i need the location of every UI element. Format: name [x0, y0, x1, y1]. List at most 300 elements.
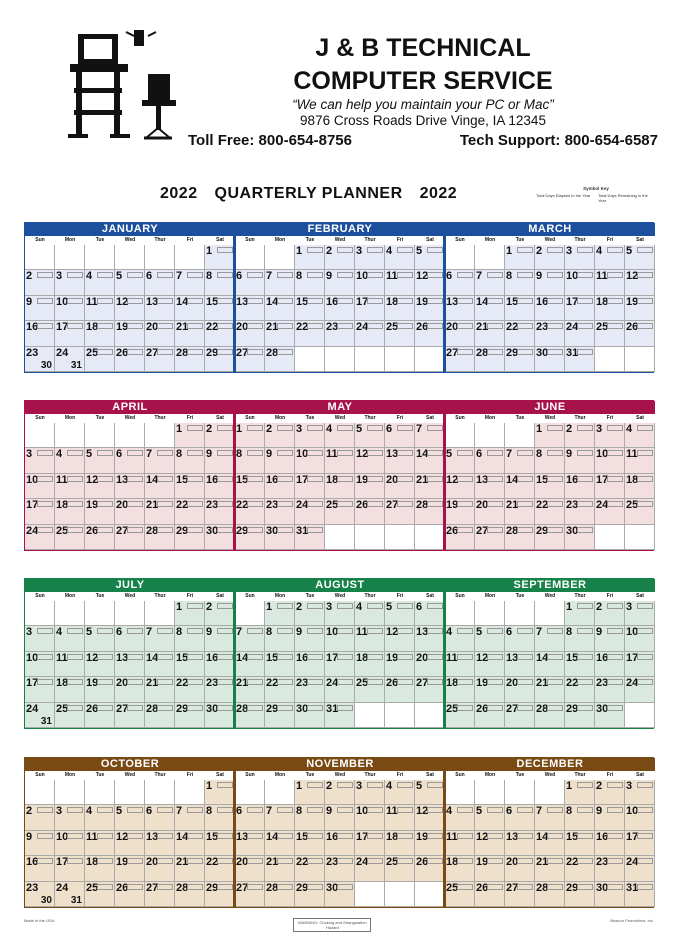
day-number: 7: [476, 270, 483, 283]
day-count-boxes: [607, 323, 623, 329]
day-count-boxes: [247, 884, 263, 890]
day-cell: [445, 856, 475, 881]
day-cell: [415, 474, 445, 499]
day-count-boxes: [37, 450, 53, 456]
day-cell: [295, 882, 325, 907]
day-number: 22: [206, 321, 219, 334]
day-count-boxes: [247, 833, 263, 839]
day-count-boxes: [217, 298, 233, 304]
day-count-boxes: [247, 858, 263, 864]
day-cell: [355, 856, 385, 881]
day-cell: [565, 296, 595, 321]
day-number: 9: [596, 805, 603, 818]
day-number: 24: [626, 677, 639, 690]
day-number: 30: [296, 702, 309, 715]
day-number: 9: [26, 295, 33, 308]
day-count-boxes: [97, 298, 113, 304]
empty-cell: [25, 423, 55, 448]
day-number: 12: [476, 830, 489, 843]
day-number: 11: [626, 448, 638, 461]
day-cell: [595, 831, 625, 856]
day-number: 19: [416, 295, 429, 308]
day-count-boxes: [397, 247, 413, 253]
day-number: 2: [296, 601, 303, 613]
day-number: 19: [116, 856, 129, 869]
day-number: 29: [566, 881, 579, 894]
day-number: 30: [596, 702, 609, 715]
day-cell: [205, 652, 235, 677]
day-count-boxes: [37, 679, 53, 685]
day-cell: [55, 677, 85, 702]
day-count-boxes: [277, 272, 293, 278]
day-number: 12: [626, 270, 639, 283]
day-count-boxes: [577, 884, 593, 890]
day-cell: [535, 321, 565, 346]
day-cell: [565, 347, 595, 372]
day-cell: [475, 626, 505, 651]
day-count-boxes: [517, 705, 533, 711]
empty-cell: [85, 245, 115, 270]
day-cell: [565, 499, 595, 524]
day-cell: [265, 321, 295, 346]
day-count-boxes: [427, 247, 443, 253]
day-number: 8: [536, 448, 543, 461]
day-grid: [235, 780, 445, 907]
day-number: 21: [476, 321, 489, 334]
day-cell: [85, 499, 115, 524]
day-number: 29: [266, 702, 279, 715]
day-number: 18: [446, 856, 459, 869]
day-number: 24: [356, 856, 369, 869]
day-cell: [385, 601, 415, 626]
day-number: 6: [116, 448, 123, 461]
day-cell: [595, 856, 625, 881]
month-divider: [443, 223, 446, 372]
weekday-label: Wed: [124, 237, 136, 243]
day-number: 7: [266, 805, 273, 818]
weekday-label: Mon: [274, 237, 286, 243]
day-count-boxes: [457, 679, 473, 685]
day-count-boxes: [37, 807, 53, 813]
day-number: 13: [116, 473, 129, 486]
day-number: 30: [596, 881, 609, 894]
day-cell: [385, 780, 415, 805]
day-number: 10: [56, 295, 69, 308]
day-count-boxes: [337, 247, 353, 253]
day-number: 6: [146, 270, 153, 283]
day-cell: [415, 245, 445, 270]
day-cell: [535, 423, 565, 448]
day-cell: [595, 448, 625, 473]
day-count-boxes: [487, 298, 503, 304]
day-cell: [385, 296, 415, 321]
day-count-boxes: [577, 349, 593, 355]
day-cell: [535, 856, 565, 881]
day-count-boxes: [127, 833, 143, 839]
day-count-boxes: [607, 654, 623, 660]
day-cell: [175, 856, 205, 881]
day-number: 7: [146, 626, 153, 639]
day-count-boxes: [217, 501, 233, 507]
day-cell: [385, 321, 415, 346]
day-number: 21: [416, 473, 429, 486]
day-cell: [535, 499, 565, 524]
day-count-boxes: [127, 858, 143, 864]
day-count-boxes: [607, 247, 623, 253]
day-cell: [415, 677, 445, 702]
day-count-boxes: [97, 628, 113, 634]
day-cell: [115, 474, 145, 499]
weekday-label: Tue: [95, 772, 105, 778]
weekday-label: Thur: [364, 593, 376, 599]
day-cell: [475, 882, 505, 907]
day-number: 2: [596, 601, 603, 613]
day-number: 27: [146, 346, 159, 359]
day-cell: [445, 805, 475, 830]
day-cell: [385, 270, 415, 295]
day-cell: [325, 626, 355, 651]
day-count-boxes: [157, 349, 173, 355]
day-number: 23: [596, 856, 609, 869]
day-number: 28: [146, 702, 159, 715]
day-count-boxes: [397, 654, 413, 660]
day-count-boxes: [217, 782, 233, 788]
weekday-label: Sat: [426, 593, 434, 599]
weekday-label: Fri: [396, 593, 404, 599]
day-cell: [85, 474, 115, 499]
day-count-boxes: [427, 603, 443, 609]
day-number: 21: [146, 499, 159, 512]
day-count-boxes: [577, 603, 593, 609]
weekday-label: Mon: [274, 593, 286, 599]
day-count-boxes: [637, 323, 653, 329]
day-number: 28: [176, 881, 189, 894]
day-count-boxes: [37, 501, 53, 507]
day-number: 10: [596, 448, 609, 461]
day-count-boxes: [487, 450, 503, 456]
day-count-boxes: [277, 501, 293, 507]
day-number: 4: [356, 601, 363, 613]
day-count-boxes: [517, 527, 533, 533]
month-august: [235, 579, 445, 728]
day-count-boxes: [607, 425, 623, 431]
empty-cell: [355, 525, 385, 550]
day-count-boxes: [187, 425, 203, 431]
weekday-label: Mon: [484, 237, 496, 243]
empty-cell: [115, 423, 145, 448]
day-count-boxes: [277, 628, 293, 634]
day-count-boxes: [457, 501, 473, 507]
day-count-boxes: [307, 527, 323, 533]
day-cell: [535, 703, 565, 728]
day-cell: [145, 703, 175, 728]
day-cell: [445, 270, 475, 295]
day-count-boxes: [277, 679, 293, 685]
day-cell: [85, 882, 115, 907]
day-cell: [445, 677, 475, 702]
day-cell: [235, 626, 265, 651]
day-number: 4: [446, 626, 453, 639]
day-number: 1: [206, 780, 213, 792]
day-cell: [265, 703, 295, 728]
day-cell: [325, 423, 355, 448]
day-number: 20: [236, 321, 249, 334]
day-number: 11: [446, 830, 458, 843]
day-number: 11: [386, 805, 398, 818]
day-count-boxes: [577, 247, 593, 253]
day-number: 17: [566, 295, 579, 308]
day-count-boxes: [457, 654, 473, 660]
day-cell: [505, 499, 535, 524]
day-number: 1: [506, 245, 513, 257]
day-number: 26: [116, 881, 129, 894]
day-number: 4: [326, 423, 333, 435]
day-count-boxes: [397, 782, 413, 788]
day-cell: [475, 677, 505, 702]
day-count-boxes: [127, 654, 143, 660]
day-number: 5: [86, 448, 93, 461]
day-number: 12: [386, 626, 399, 639]
day-number: 25: [386, 856, 399, 869]
day-number: 28: [176, 346, 189, 359]
month-title: APRIL: [25, 401, 235, 414]
day-number: 10: [56, 830, 69, 843]
day-cell: [265, 347, 295, 372]
day-count-boxes: [337, 450, 353, 456]
day-cell: [445, 703, 475, 728]
day-count-boxes: [487, 501, 503, 507]
day-number: 16: [566, 473, 579, 486]
day-cell: [325, 245, 355, 270]
day-number: 13: [506, 651, 519, 664]
day-count-boxes: [427, 450, 443, 456]
weekday-label: Fri: [606, 772, 614, 778]
day-number: 31: [326, 702, 339, 715]
day-number: 8: [206, 805, 213, 818]
day-number: 8: [176, 448, 183, 461]
day-number: 18: [326, 473, 339, 486]
day-number: 6: [146, 805, 153, 818]
day-cell: [355, 805, 385, 830]
weekday-label: Mon: [64, 593, 76, 599]
day-cell: [325, 831, 355, 856]
day-count-boxes: [337, 603, 353, 609]
day-count-boxes: [337, 807, 353, 813]
day-count-boxes: [367, 323, 383, 329]
day-count-boxes: [427, 807, 443, 813]
empty-cell: [415, 525, 445, 550]
day-cell: [25, 677, 55, 702]
day-count-boxes: [517, 272, 533, 278]
day-cell: [265, 626, 295, 651]
day-count-boxes: [397, 833, 413, 839]
day-count-boxes: [277, 603, 293, 609]
tech-support-number: Tech Support: 800-654-6587: [459, 132, 658, 149]
day-number: 30: [536, 346, 549, 359]
day-number: 14: [176, 295, 189, 308]
day-count-boxes: [157, 679, 173, 685]
day-cell: [145, 296, 175, 321]
day-number: 29: [176, 702, 189, 715]
month-december: [445, 758, 655, 907]
day-count-boxes: [37, 628, 53, 634]
day-number: 20: [146, 856, 159, 869]
day-cell: [535, 525, 565, 550]
weekday-label: Thur: [364, 772, 376, 778]
empty-cell: [25, 601, 55, 626]
day-count-boxes: [37, 833, 53, 839]
day-cell: [535, 626, 565, 651]
day-cell: [265, 270, 295, 295]
day-cell: [505, 448, 535, 473]
day-cell: [445, 474, 475, 499]
day-cell: [625, 601, 655, 626]
day-count-boxes: [247, 425, 263, 431]
day-count-boxes: [397, 323, 413, 329]
month-title: MARCH: [445, 223, 655, 236]
day-count-boxes: [547, 247, 563, 253]
day-count-boxes: [217, 679, 233, 685]
day-number: 21: [176, 321, 189, 334]
day-number: 24: [326, 677, 339, 690]
day-cell: [295, 780, 325, 805]
day-cell: [265, 525, 295, 550]
day-cell: [355, 831, 385, 856]
day-count-boxes: [367, 247, 383, 253]
day-cell: [175, 499, 205, 524]
day-cell: [355, 474, 385, 499]
day-cell: [505, 831, 535, 856]
day-number: 27: [236, 881, 249, 894]
day-cell: [85, 831, 115, 856]
day-cell: [175, 626, 205, 651]
day-cell: [115, 831, 145, 856]
day-cell: [295, 626, 325, 651]
day-cell: [535, 474, 565, 499]
day-number: 22: [266, 677, 279, 690]
day-cell: [595, 626, 625, 651]
day-cell: [175, 601, 205, 626]
day-number: 17: [26, 499, 39, 512]
day-number: 25: [626, 499, 639, 512]
day-number: 6: [506, 805, 513, 818]
day-number: 6: [386, 423, 393, 435]
day-count-boxes: [367, 272, 383, 278]
day-count-boxes: [427, 272, 443, 278]
day-count-boxes: [157, 654, 173, 660]
weekday-label: Mon: [64, 415, 76, 421]
day-count-boxes: [337, 858, 353, 864]
day-cell: [175, 805, 205, 830]
day-count-boxes: [427, 628, 443, 634]
day-cell: [295, 805, 325, 830]
day-number: 21: [266, 321, 279, 334]
empty-cell: [55, 423, 85, 448]
day-number: 6: [506, 626, 513, 639]
quarter-1: [24, 222, 654, 373]
day-number: 23: [536, 321, 549, 334]
day-cell: [25, 652, 55, 677]
day-number: 9: [326, 270, 333, 283]
day-count-boxes: [187, 705, 203, 711]
day-count-boxes: [427, 425, 443, 431]
day-count-boxes: [577, 628, 593, 634]
day-count-boxes: [577, 272, 593, 278]
day-cell: [145, 347, 175, 372]
empty-cell: [145, 601, 175, 626]
day-count-boxes: [457, 476, 473, 482]
day-cell: [85, 321, 115, 346]
day-cell: [205, 270, 235, 295]
day-number: 25: [56, 524, 69, 537]
day-cell: [385, 805, 415, 830]
symbol-key-remaining: Total Days Remaining in the Year: [598, 193, 648, 203]
day-count-boxes: [487, 527, 503, 533]
day-count-boxes: [157, 298, 173, 304]
day-cell: [535, 652, 565, 677]
day-cell: [25, 499, 55, 524]
day-number: 4: [86, 805, 93, 818]
day-cell: [55, 347, 85, 372]
day-count-boxes: [637, 679, 653, 685]
day-count-boxes: [607, 603, 623, 609]
day-number: 26: [446, 524, 459, 537]
day-count-boxes: [427, 654, 443, 660]
day-number: 23: [326, 321, 339, 334]
day-count-boxes: [487, 679, 503, 685]
day-number: 16: [296, 651, 309, 664]
day-number: 15: [536, 473, 549, 486]
day-number: 24: [596, 499, 609, 512]
phone-numbers: [188, 132, 658, 149]
day-count-boxes: [577, 858, 593, 864]
day-number: 4: [56, 448, 63, 461]
day-cell: [145, 805, 175, 830]
day-number: 10: [566, 270, 579, 283]
day-number: 3: [326, 601, 333, 613]
day-cell: [265, 423, 295, 448]
day-cell: [115, 347, 145, 372]
day-number: 19: [86, 499, 99, 512]
day-number: 30: [266, 524, 279, 537]
day-cell: [25, 831, 55, 856]
empty-cell: [115, 780, 145, 805]
day-number: 8: [566, 626, 573, 639]
day-count-boxes: [307, 501, 323, 507]
day-cell: [475, 347, 505, 372]
day-cell: [505, 882, 535, 907]
empty-cell: [415, 703, 445, 728]
day-cell: [415, 780, 445, 805]
day-count-boxes: [127, 705, 143, 711]
weekday-label: Tue: [95, 237, 105, 243]
day-cell: [355, 321, 385, 346]
month-october: [25, 758, 235, 907]
day-number: 7: [416, 423, 423, 435]
day-cell: [505, 474, 535, 499]
day-cell: [565, 474, 595, 499]
day-number: 3: [626, 780, 633, 792]
day-cell: [205, 296, 235, 321]
day-count-boxes: [187, 603, 203, 609]
empty-cell: [55, 245, 85, 270]
day-cell: [25, 805, 55, 830]
day-count-boxes: [277, 884, 293, 890]
weekday-label: Mon: [484, 772, 496, 778]
day-grid: [235, 601, 445, 728]
day-cell: [145, 499, 175, 524]
day-count-boxes: [247, 501, 263, 507]
